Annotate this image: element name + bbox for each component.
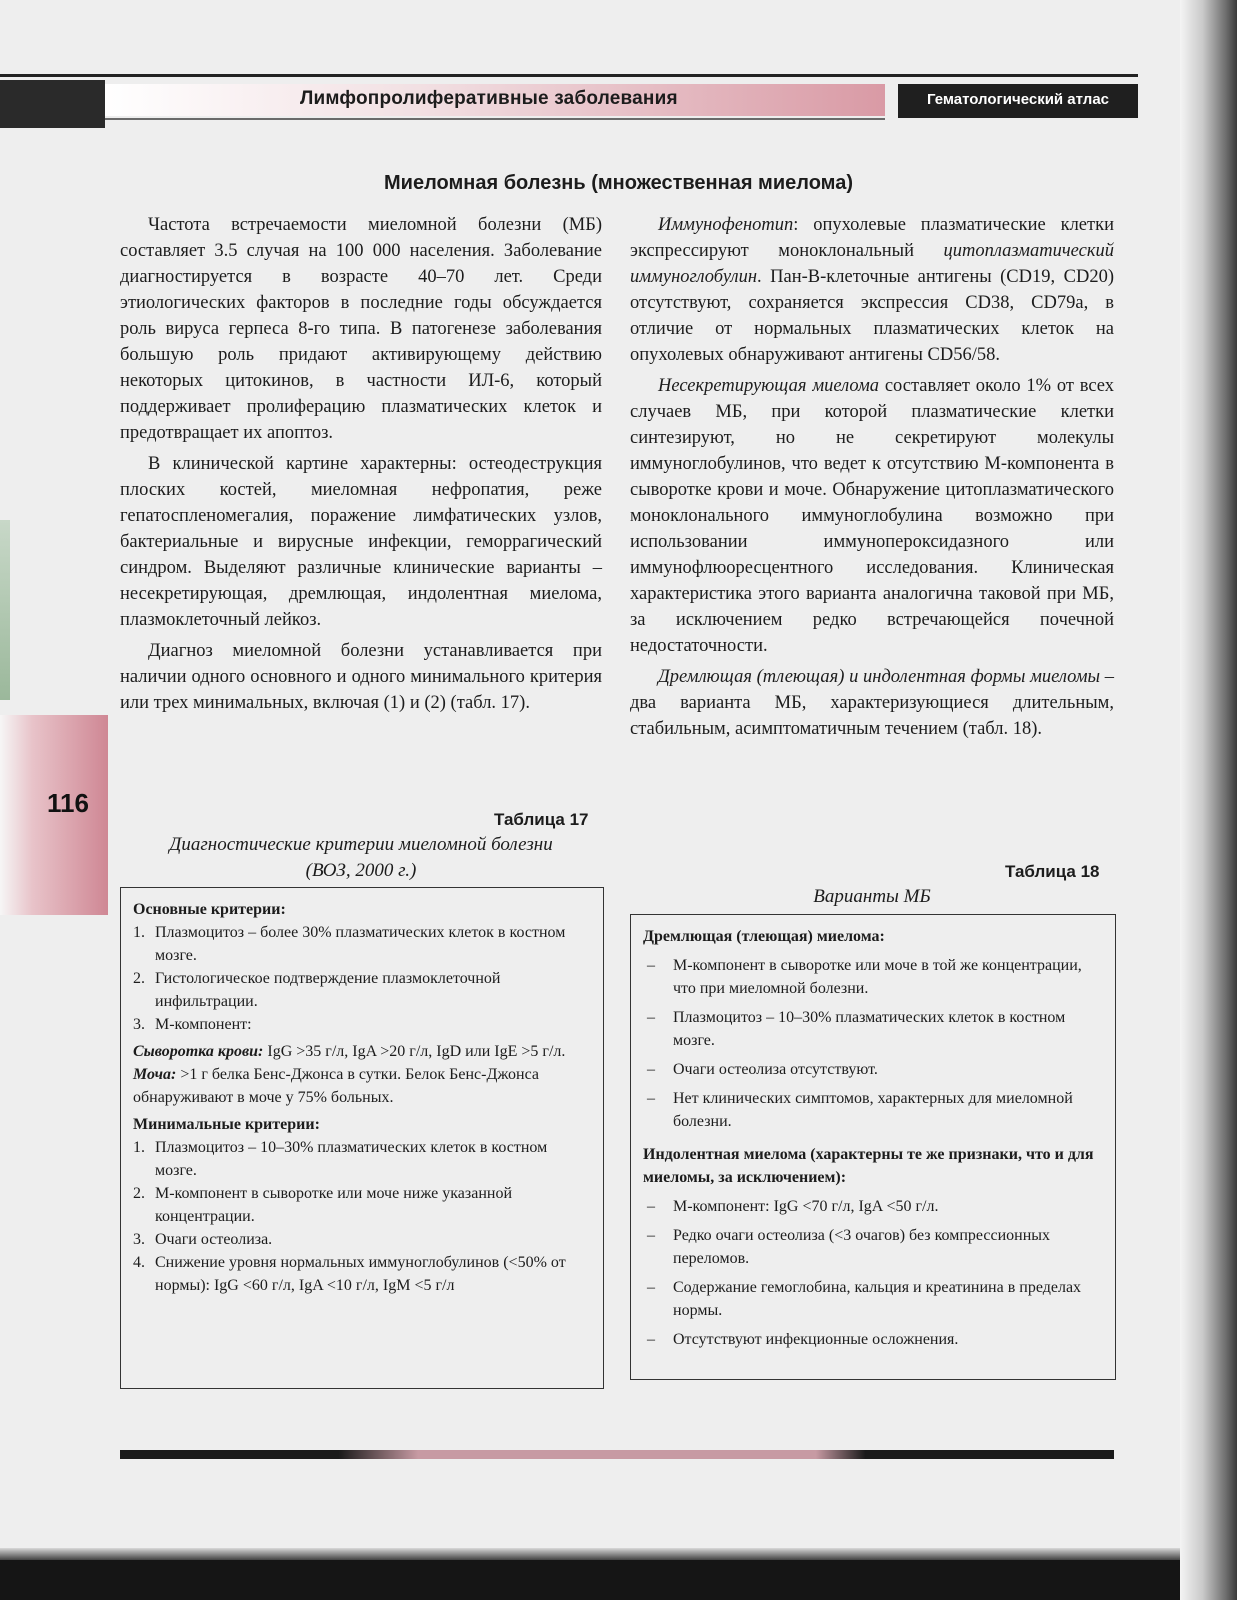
indolent-list xyxy=(643,1195,1105,1351)
book-title: Гематологический атлас xyxy=(926,91,1110,108)
paragraph: Диагноз миеломной болезни устанавливается при наличии одного основного и одного минимального критерия или трех минимальных, включая (1) и (2) (табл. 17). xyxy=(120,641,602,713)
list-item xyxy=(133,1251,593,1297)
article-title: Миеломная болезнь (множественная миелома) xyxy=(384,172,853,194)
item-number: 1. xyxy=(133,1139,145,1156)
text-run: – два варианта МБ, характеризующиеся длительным, стабильным, асимптоматичным течением (табл. 18). xyxy=(630,667,1114,739)
list-item xyxy=(133,1228,593,1251)
item-text: Очаги остеолиза. xyxy=(155,1231,273,1248)
urine-text: >1 г белка Бенс-Джонса в сутки. Белок Бенс-Джонса обнаруживают в моче у 75% больных. xyxy=(133,1066,539,1106)
paragraph: В клинической картине характерны: остеодеструкция плоских костей, миеломная нефропатия, реже гепатоспленомегалия, поражение лимфатических узлов, бактериальные и вирусные инфекции, геморрагический синдром. Выделяют различные клинические варианты – несекретирующая, дремлющая, индолентная миелома, плазмоклеточный лейкоз. xyxy=(120,454,602,630)
paragraph-smoldering xyxy=(630,664,1114,742)
item-text: Гистологическое подтверждение плазмоклеточной инфильтрации. xyxy=(155,970,501,1010)
major-criteria-heading: Основные критерии: xyxy=(133,901,286,918)
page-gutter-shadow xyxy=(1180,0,1237,1600)
dash-marker: – xyxy=(647,1227,655,1244)
item-text: М-компонент в сыворотке или моче ниже указанной концентрации. xyxy=(155,1185,513,1225)
table18-caption: Варианты МБ xyxy=(813,886,931,907)
term-cytoplasmic-ig: цитоплазматический иммуноглобулин xyxy=(630,241,1114,287)
item-number: 4. xyxy=(133,1254,145,1271)
caption-line: (ВОЗ, 2000 г.) xyxy=(305,860,417,881)
list-item xyxy=(133,1182,593,1228)
header-rule xyxy=(0,74,1138,77)
table17-caption xyxy=(120,832,602,884)
term-nonsecretory: Несекретирующая миелома xyxy=(658,376,880,396)
caption-line: Диагностические критерии миеломной болезни xyxy=(169,834,553,855)
dash-marker: – xyxy=(647,1061,655,1078)
item-number: 2. xyxy=(133,970,145,987)
header-underline xyxy=(105,118,885,120)
item-text: М-компонент: xyxy=(155,1016,252,1033)
item-text: Нет клинических симптомов, характерных для миеломной болезни. xyxy=(673,1090,1073,1130)
urine-label: Моча: xyxy=(133,1066,177,1083)
page-number: 116 xyxy=(47,788,89,818)
item-text: Редко очаги остеолиза (<3 очагов) без компрессионных переломов. xyxy=(673,1227,1051,1267)
paragraph-immunophenotype xyxy=(630,212,1114,368)
list-item xyxy=(643,1195,1105,1218)
item-text: М-компонент в сыворотке или моче в той же концентрации, что при миеломной болезни. xyxy=(673,957,1082,997)
smoldering-list xyxy=(643,954,1105,1133)
item-number: 3. xyxy=(133,1231,145,1248)
list-item xyxy=(133,921,593,967)
smoldering-heading: Дремлющая (тлеющая) миелома: xyxy=(643,928,885,945)
list-item xyxy=(133,967,593,1013)
left-column xyxy=(120,212,602,716)
list-item xyxy=(133,1013,593,1036)
item-text: Содержание гемоглобина, кальция и креатинина в пределах нормы. xyxy=(673,1279,1082,1319)
header-left-block xyxy=(0,80,105,128)
paragraph-nonsecretory xyxy=(630,373,1114,659)
minor-criteria-heading: Минимальные критерии: xyxy=(133,1116,320,1133)
paragraph: Частота встречаемости миеломной болезни (МБ) составляет 3.5 случая на 100 000 населения. Заболевание диагностируется в возрасте 40–70 лет. Среди этиологических факторов в последние годы обсуждается роль вируса герпеса 8-го типа. В патогенезе заболевания большую роль придают активирующему действию некоторых цитокинов, в частности ИЛ-6, который поддерживает пролиферацию плазматических клеток и предотвращает их апоптоз. xyxy=(120,215,602,443)
list-item xyxy=(643,1006,1105,1052)
list-item xyxy=(643,1276,1105,1322)
minor-criteria-list xyxy=(133,1136,593,1297)
table18-label: Таблица 18 xyxy=(1005,862,1100,881)
book-title-tab xyxy=(898,84,1138,118)
urine-criteria xyxy=(133,1063,593,1109)
serum-text: IgG >35 г/л, IgA >20 г/л, IgD или IgE >5 г/л. xyxy=(263,1043,566,1060)
section-title: Лимфопролиферативные заболевания xyxy=(300,88,678,109)
dash-marker: – xyxy=(647,1198,655,1215)
scanner-bed-edge xyxy=(0,1560,1237,1600)
list-item xyxy=(643,1328,1105,1351)
dash-marker: – xyxy=(647,957,655,974)
dash-marker: – xyxy=(647,1009,655,1026)
dash-marker: – xyxy=(647,1331,655,1348)
table18-box xyxy=(630,914,1116,1380)
item-text: Плазмоцитоз – 10–30% плазматических клеток в костном мозге. xyxy=(673,1009,1066,1049)
item-number: 3. xyxy=(133,1016,145,1033)
table17-box xyxy=(120,887,604,1389)
right-column xyxy=(630,212,1114,742)
list-item xyxy=(643,1224,1105,1270)
item-text: Снижение уровня нормальных иммуноглобулинов (<50% от нормы): IgG <60 г/л, IgA <10 г/л, IgM <5 г/л xyxy=(155,1254,566,1294)
item-text: Плазмоцитоз – более 30% плазматических клеток в костном мозге. xyxy=(155,924,566,964)
page-edge-tint xyxy=(0,520,10,700)
serum-label: Сыворотка крови: xyxy=(133,1043,264,1060)
dash-marker: – xyxy=(647,1279,655,1296)
indolent-heading: Индолентная миелома (характерны те же признаки, что и для миеломы, за исключением): xyxy=(643,1146,1094,1186)
major-criteria-list xyxy=(133,921,593,1036)
list-item xyxy=(643,954,1105,1000)
item-number: 1. xyxy=(133,924,145,941)
text-run: . Пан-В-клеточные антигены (CD19, CD20) отсутствуют, сохраняется экспрессия CD38, CD79a, в отличие от нормальных плазматических клеток на опухолевых обнаруживают антигены CD56/58. xyxy=(630,267,1114,365)
dash-marker: – xyxy=(647,1090,655,1107)
item-text: Отсутствуют инфекционные осложнения. xyxy=(673,1331,959,1348)
list-item xyxy=(133,1136,593,1182)
text-run: составляет около 1% от всех случаев МБ, при которой плазматические клетки синтезируют, но не секретируют молекулы иммуноглобулинов, что ведет к отсутствию М-компонента в сыворотке крови и моче. Обнаружение цитоплазматического моноклонального иммуноглобулина возможно при использовании иммунопероксидазного или иммунофлюоресцентного исследования. Клиническая характеристика этого варианта аналогична таковой при МБ, за исключением редко встречающейся почечной недостаточности. xyxy=(630,376,1114,656)
term-smoldering-indolent: Дремлющая (тлеющая) и индолентная формы миеломы xyxy=(658,667,1101,687)
item-text: М-компонент: IgG <70 г/л, IgA <50 г/л. xyxy=(673,1198,939,1215)
list-item xyxy=(643,1087,1105,1133)
item-text: Очаги остеолиза отсутствуют. xyxy=(673,1061,878,1078)
item-number: 2. xyxy=(133,1185,145,1202)
item-text: Плазмоцитоз – 10–30% плазматических клеток в костном мозге. xyxy=(155,1139,548,1179)
text-run: : опухолевые плазматические клетки экспрессируют моноклональный xyxy=(630,215,1114,261)
footer-rule xyxy=(120,1450,1114,1459)
table17-label: Таблица 17 xyxy=(494,810,589,829)
term-immunophenotype: Иммунофенотип xyxy=(658,215,794,235)
list-item xyxy=(643,1058,1105,1081)
serum-criteria xyxy=(133,1040,593,1063)
